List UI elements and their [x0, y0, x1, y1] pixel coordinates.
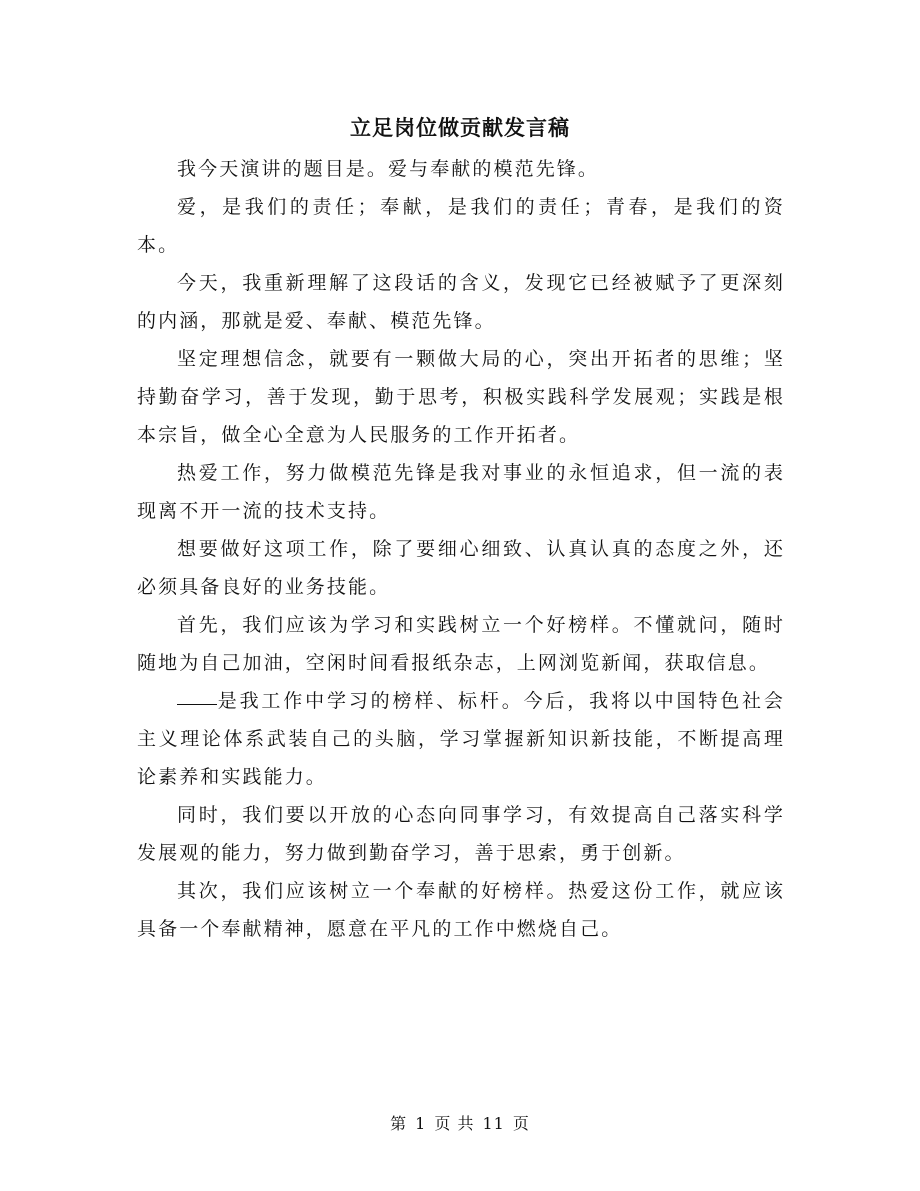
paragraph-with-blank: [137, 682, 785, 796]
fill-in-blank: [177, 703, 217, 705]
total-pages-number: 11: [482, 1114, 505, 1133]
page-footer: [0, 1111, 920, 1134]
page-label-suffix: 页: [512, 1114, 530, 1133]
document-title: 立足岗位做贡献发言稿: [350, 115, 570, 140]
paragraph: 其次，我们应该树立一个奉献的好榜样。热爱这份工作，就应该具备一个奉献精神，愿意在平凡的工作中燃烧自己。: [137, 880, 785, 940]
document-body: [137, 150, 785, 948]
paragraph-text: 是我工作中学习的榜样、标杆。今后，我将以中国特色社会主义理论体系武装自己的头脑，学习掌握新知识新技能，不断提高理论素养和实践能力。: [137, 690, 785, 788]
paragraph: 我今天演讲的题目是。爱与奉献的模范先锋。: [177, 158, 600, 180]
paragraph: 坚定理想信念，就要有一颗做大局的心，突出开拓者的思维；坚持勤奋学习，善于发现，勤于思考，积极实践科学发展观；实践是根本宗旨，做全心全意为人民服务的工作开拓者。: [137, 348, 785, 446]
paragraph: 爱，是我们的责任；奉献，是我们的责任；青春，是我们的资本。: [137, 196, 785, 256]
paragraph: 今天，我重新理解了这段话的含义，发现它已经被赋予了更深刻的内涵，那就是爱、奉献、模范先锋。: [137, 272, 785, 332]
page-label-mid: 页 共: [434, 1114, 475, 1133]
current-page-number: 1: [415, 1114, 427, 1133]
page-label-prefix: 第: [390, 1114, 408, 1133]
paragraph: 同时，我们要以开放的心态向同事学习，有效提高自己落实科学发展观的能力，努力做到勤奋学习，善于思索，勇于创新。: [137, 804, 785, 864]
paragraph: 首先，我们应该为学习和实践树立一个好榜样。不懂就问，随时随地为自己加油，空闲时间看报纸杂志，上网浏览新闻，获取信息。: [137, 614, 785, 674]
paragraph: 想要做好这项工作，除了要细心细致、认真认真的态度之外，还必须具备良好的业务技能。: [137, 538, 785, 598]
paragraph: 热爱工作，努力做模范先锋是我对事业的永恒追求，但一流的表现离不开一流的技术支持。: [137, 462, 785, 522]
